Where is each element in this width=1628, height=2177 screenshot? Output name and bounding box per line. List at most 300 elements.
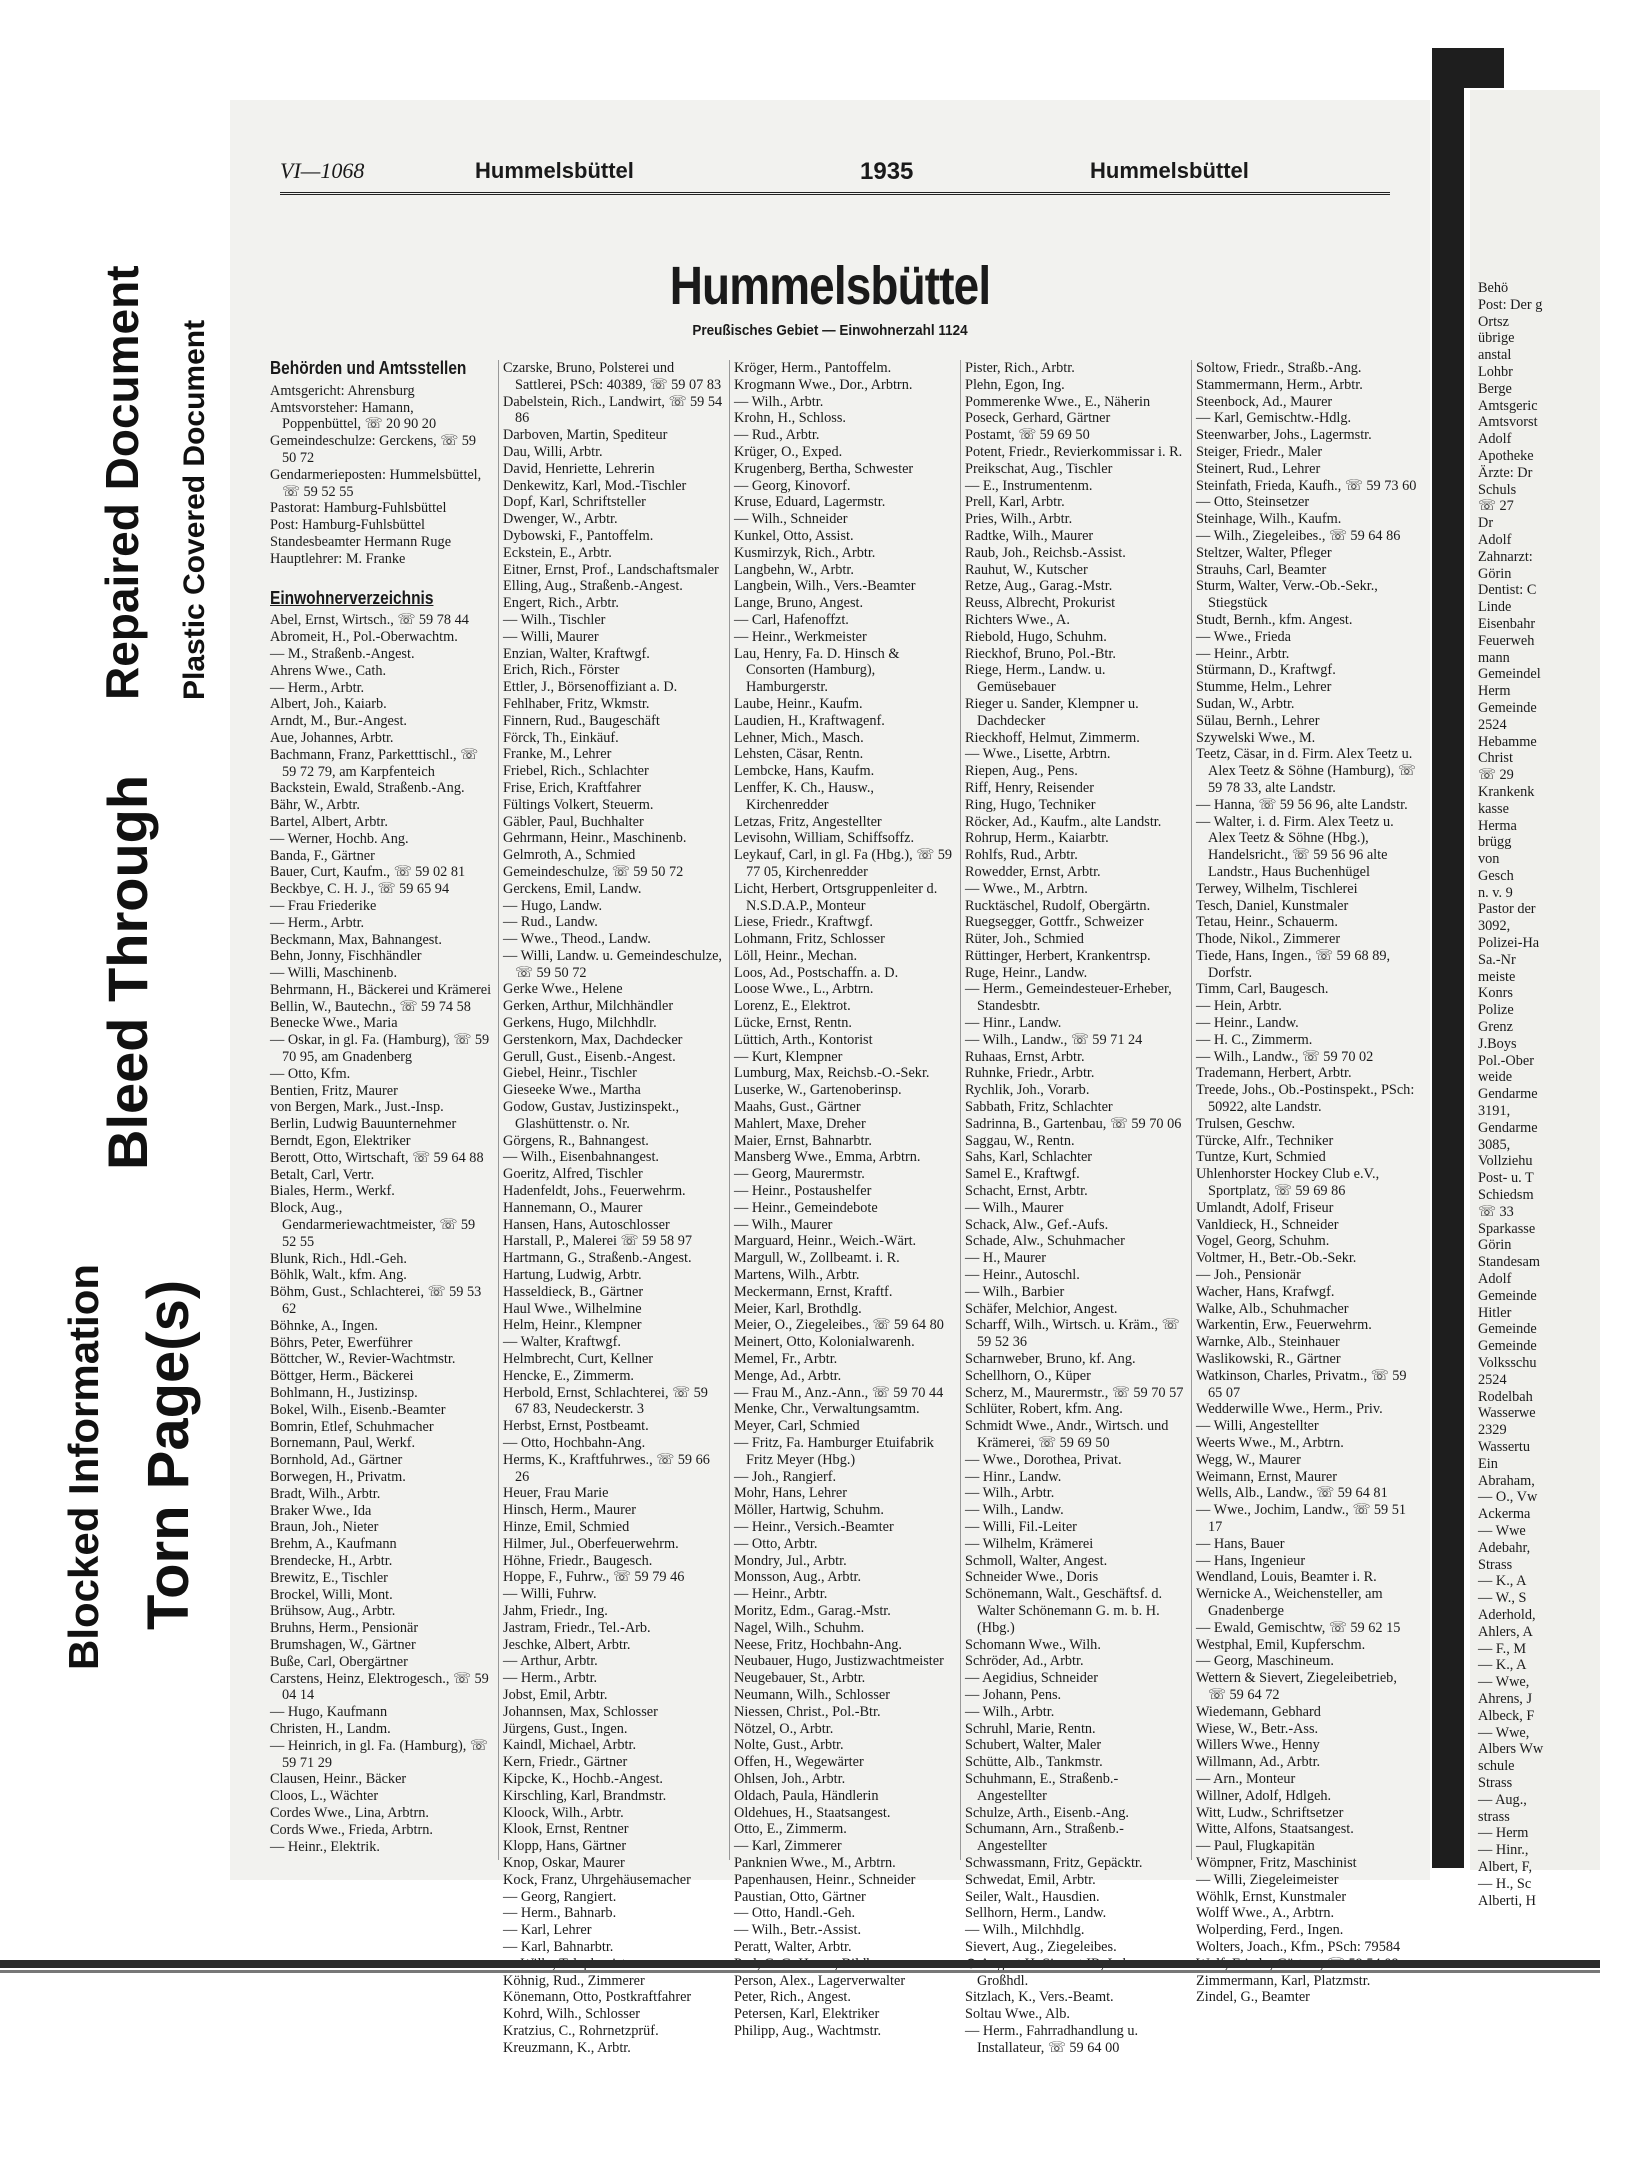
directory-entry: Schumann, Arn., Straßenb.-Angestellter xyxy=(965,1821,1124,1855)
directory-entry: Margull, W., Zollbeamt. i. R. xyxy=(734,1250,900,1267)
directory-entry: Potent, Friedr., Revierkommissar i. R. xyxy=(965,443,1183,460)
residents-list-4 xyxy=(965,360,1187,2056)
directory-entry: — Heinr., Arbtr. xyxy=(1196,645,1290,662)
directory-entry: Gerstenkorn, Max, Dachdecker xyxy=(503,1031,683,1048)
directory-entry: — Hinr., Landw. xyxy=(965,1015,1062,1032)
directory-entry: Carstens, Heinz, Elektrogesch., ☏ 59 04 14 xyxy=(270,1670,489,1704)
directory-entry: Wassertu xyxy=(1478,1438,1531,1455)
directory-entry: Terwey, Wilhelm, Tischlerei xyxy=(1196,880,1358,897)
directory-entry: Lüttich, Arth., Kontorist xyxy=(734,1031,873,1048)
directory-entry: Licht, Herbert, Ortsgruppenleiter d. N.S.D.A.P., Monteur xyxy=(734,880,938,914)
directory-entry: Riege, Herm., Landw. u. Gemüsebauer xyxy=(965,662,1106,696)
directory-entry: — Willi, Maschinenb. xyxy=(270,965,398,982)
directory-entry: Grenz xyxy=(1478,1019,1513,1036)
directory-entry: Hilmer, Jul., Oberfeuerwehrm. xyxy=(503,1535,679,1552)
directory-entry: — Wwe, xyxy=(1478,1674,1530,1691)
directory-entry: Kock, Franz, Uhrgehäusemacher xyxy=(503,1871,691,1888)
directory-entry: Schade, Alw., Schuhmacher xyxy=(965,1233,1125,1250)
directory-entry: — Werner, Hochb. Ang. xyxy=(270,830,409,847)
column-4 xyxy=(960,360,1187,2056)
directory-entry: Hoppe, F., Fuhrw., ☏ 59 79 46 xyxy=(503,1569,685,1586)
directory-entry: Haul Wwe., Wilhelmine xyxy=(503,1300,642,1317)
directory-entry: Brockel, Willi, Mont. xyxy=(270,1586,393,1603)
directory-entry: Ruhnke, Friedr., Arbtr. xyxy=(965,1065,1095,1082)
directory-entry: Czarske, Bruno, Polsterei und Sattlerei, PSch: 40389, ☏ 59 07 83 xyxy=(503,360,722,393)
directory-entry: Hinze, Emil, Schmied xyxy=(503,1518,630,1535)
directory-entry: Schmidt Wwe., Andr., Wirtsch. und Krämerei, ☏ 59 69 50 xyxy=(965,1418,1169,1451)
directory-entry: Wiese, W., Betr.-Ass. xyxy=(1196,1720,1319,1737)
directory-entry: Görin xyxy=(1478,565,1512,582)
directory-entry: — Hugo, Kaufmann xyxy=(270,1704,388,1721)
directory-entry: Hartmann, G., Straßenb.-Angest. xyxy=(503,1250,692,1267)
directory-entry: — Wwe., Frieda xyxy=(1196,628,1292,645)
directory-entry: Lange, Bruno, Angest. xyxy=(734,595,864,612)
directory-entry: Hannemann, O., Maurer xyxy=(503,1199,643,1216)
directory-entry: — Heinr., Werkmeister xyxy=(734,628,867,645)
directory-entry: — Hans, Bauer xyxy=(1196,1535,1285,1552)
directory-entry: Apotheke xyxy=(1478,447,1534,464)
directory-entry: brügg xyxy=(1478,834,1512,851)
directory-entry: Nolte, Gust., Arbtr. xyxy=(734,1737,844,1754)
directory-entry: — Heinr., Gemeindebote xyxy=(734,1199,878,1216)
directory-entry: Harstall, P., Malerei ☏ 59 58 97 xyxy=(503,1233,693,1250)
directory-entry: Krogmann Wwe., Dor., Arbtrn. xyxy=(734,376,913,393)
directory-entry: — O., Vw xyxy=(1478,1489,1538,1506)
directory-entry: Rüttinger, Herbert, Krankentrsp. xyxy=(965,947,1151,964)
directory-entry: Aue, Johannes, Arbtr. xyxy=(270,729,394,746)
directory-entry: Möller, Hartwig, Schuhm. xyxy=(734,1502,884,1519)
directory-entry: Schröder, Ad., Arbtr. xyxy=(965,1653,1084,1670)
directory-entry: Treede, Johs., Ob.-Postinspekt., PSch: 50922, alte Landstr. xyxy=(1196,1082,1415,1116)
directory-entry: Trulsen, Geschw. xyxy=(1196,1115,1296,1132)
directory-entry: Amtsgericht: Ahrensburg xyxy=(270,382,415,399)
directory-entry: — Arn., Monteur xyxy=(1196,1770,1296,1787)
directory-entry: Meinert, Otto, Kolonialwarenh. xyxy=(734,1334,915,1351)
directory-entry: Braun, Joh., Nieter xyxy=(270,1519,379,1536)
directory-entry: Person, Alex., Lagerverwalter xyxy=(734,1972,906,1989)
directory-entry: Denkewitz, Karl, Mod.-Tischler xyxy=(503,477,687,494)
residents-list-2 xyxy=(503,360,725,2056)
directory-entry: Witt, Ludw., Schriftsetzer xyxy=(1196,1804,1344,1821)
directory-entry: Gerull, Gust., Eisenb.-Angest. xyxy=(503,1048,676,1065)
label-blocked-information: Blocked Information xyxy=(60,1263,107,1670)
directory-entry: Sülau, Bernh., Lehrer xyxy=(1196,712,1320,729)
directory-entry: Wolperding, Ferd., Ingen. xyxy=(1196,1922,1344,1939)
directory-entry: ☏ 29 xyxy=(1478,767,1514,784)
directory-entry: Jahm, Friedr., Ing. xyxy=(503,1602,608,1619)
directory-entry: Türcke, Alfr., Techniker xyxy=(1196,1132,1334,1149)
directory-entry: Soltau Wwe., Alb. xyxy=(965,2006,1070,2023)
directory-entry: Wells, Alb., Landw., ☏ 59 64 81 xyxy=(1196,1485,1388,1502)
directory-entry: Wernicke A., Weichensteller, am Gnadenberge xyxy=(1196,1586,1383,1619)
directory-entry: Borwegen, H., Privatm. xyxy=(270,1469,406,1485)
directory-entry: Scharnweber, Bruno, kf. Ang. xyxy=(965,1351,1136,1368)
directory-entry: — Oskar, in gl. Fa. (Hamburg), ☏ 59 70 95, am Gnadenberg xyxy=(270,1032,490,1066)
directory-entry: — Joh., Rangierf. xyxy=(734,1468,837,1485)
directory-entry: Moritz, Edm., Garag.-Mstr. xyxy=(734,1602,891,1619)
directory-entry: Steinert, Rud., Lehrer xyxy=(1196,460,1321,477)
directory-entry: Friebel, Rich., Schlachter xyxy=(503,763,649,780)
directory-entry: Hebamme xyxy=(1478,733,1537,750)
directory-entry: — M., Straßenb.-Angest. xyxy=(270,645,415,662)
directory-entry: Gäbler, Paul, Buchhalter xyxy=(503,813,644,830)
directory-entry: — Karl, Zimmerer xyxy=(734,1838,842,1855)
directory-entry: Luserke, W., Gartenoberinsp. xyxy=(734,1082,902,1099)
directory-entry: — Willi, Ziegeleimeister xyxy=(1196,1871,1339,1888)
directory-entry: Sparkasse xyxy=(1478,1220,1536,1237)
directory-entry: Rohlfs, Rud., Arbtr. xyxy=(965,847,1078,864)
directory-entry: Beckbye, C. H. J., ☏ 59 65 94 xyxy=(270,881,450,898)
directory-entry: Adolf xyxy=(1478,1271,1512,1288)
directory-entry: — Wilh., Arbtr. xyxy=(965,1703,1055,1720)
directory-entry: Scharff, Wilh., Wirtsch. u. Kräm., ☏ 59 52 36 xyxy=(965,1317,1180,1351)
directory-entry: Volksschu xyxy=(1478,1355,1537,1371)
directory-entry: Mondry, Jul., Arbtr. xyxy=(734,1552,847,1569)
column-5 xyxy=(1191,360,1418,2006)
label-repaired-document: Repaired Document xyxy=(96,265,148,700)
directory-entry: Riff, Henry, Reisender xyxy=(965,779,1095,796)
directory-entry: — Carl, Hafenoffzt. xyxy=(734,611,849,628)
directory-entry: Westphal, Emil, Kupferschm. xyxy=(1196,1636,1366,1653)
directory-entry: Neugebauer, St., Arbtr. xyxy=(734,1670,866,1687)
directory-entry: Wömpner, Fritz, Maschinist xyxy=(1196,1854,1357,1871)
directory-entry: Wacher, Hans, Krafwgf. xyxy=(1196,1283,1335,1300)
directory-entry: Steiger, Friedr., Maler xyxy=(1196,443,1323,460)
directory-entry: Gerkens, Hugo, Milchhdlr. xyxy=(503,1015,657,1032)
directory-entry: Dentist: C xyxy=(1478,582,1537,599)
directory-entry: Brumshagen, W., Gärtner xyxy=(270,1636,416,1653)
directory-entry: Bentien, Fritz, Maurer xyxy=(270,1082,398,1099)
directory-entry: — Wilh., Landw. xyxy=(965,1502,1064,1519)
directory-entry: Tiede, Hans, Ingen., ☏ 59 68 89, Dorfstr. xyxy=(1196,947,1391,981)
directory-entry: Feuerweh xyxy=(1478,632,1535,649)
directory-entry: Rowedder, Ernst, Arbtr. xyxy=(965,863,1101,880)
directory-entry: Mahlert, Maxe, Dreher xyxy=(734,1115,866,1132)
directory-entry: Eitner, Ernst, Prof., Landschaftsmaler xyxy=(503,561,719,578)
directory-entry: Eckstein, E., Arbtr. xyxy=(503,544,612,561)
directory-entry: — Willi, Angestellter xyxy=(1196,1418,1319,1435)
directory-entry: Raub, Joh., Reichsb.-Assist. xyxy=(965,544,1126,561)
directory-entry: Nagel, Wilh., Schuhm. xyxy=(734,1619,865,1636)
directory-entry: Hencke, E., Zimmerm. xyxy=(503,1367,635,1384)
directory-entry: Engert, Rich., Arbtr. xyxy=(503,595,619,612)
directory-entry: Schuhmann, E., Straßenb.-Angestellter xyxy=(965,1770,1119,1804)
directory-entry: 2524 xyxy=(1478,716,1507,733)
directory-entry: Gendarmerieposten: Hummelsbüttel, ☏ 59 52 55 xyxy=(270,466,482,500)
directory-entry: 2329 xyxy=(1478,1422,1507,1439)
directory-entry: Radtke, Wilh., Maurer xyxy=(965,527,1094,544)
directory-entry: Weerts Wwe., M., Arbtrn. xyxy=(1196,1435,1344,1451)
directory-entry: mann xyxy=(1478,649,1510,666)
directory-entry: — Rud., Landw. xyxy=(503,914,598,931)
directory-entry: Kruse, Eduard, Lagermstr. xyxy=(734,494,886,511)
directory-entry: — Otto, Hochbahn-Ang. xyxy=(503,1435,646,1451)
directory-entry: Christ xyxy=(1478,750,1513,767)
directory-entry: Zindel, G., Beamter xyxy=(1196,1989,1310,2006)
directory-entry: Pol.-Ober xyxy=(1478,1052,1534,1069)
directory-entry: — Joh., Pensionär xyxy=(1196,1267,1301,1284)
label-bleed-through: Bleed Through xyxy=(96,774,159,1170)
directory-entry: Liese, Friedr., Kraftwgf. xyxy=(734,914,873,931)
directory-entry: Kloock, Wilh., Arbtr. xyxy=(503,1804,624,1821)
directory-entry: Peter, Rich., Angest. xyxy=(734,1989,851,2006)
directory-entry: Timm, Carl, Baugesch. xyxy=(1196,981,1329,998)
directory-entry: Abromeit, H., Pol.-Oberwachtm. xyxy=(270,629,458,646)
directory-entry: Cordes Wwe., Lina, Arbtrn. xyxy=(270,1804,429,1821)
directory-entry: — Otto, Handl.-Geh. xyxy=(734,1905,856,1922)
directory-entry: Bartel, Albert, Arbtr. xyxy=(270,813,388,830)
directory-entry: Dau, Willi, Arbtr. xyxy=(503,443,603,460)
directory-entry: Trademann, Herbert, Arbtr. xyxy=(1196,1065,1352,1082)
directory-entry: — Wwe., M., Arbtrn. xyxy=(965,880,1088,897)
directory-entry: Kröger, Herm., Pantoffelm. xyxy=(734,360,892,376)
directory-entry: Umlandt, Adolf, Friseur xyxy=(1196,1199,1334,1216)
directory-entry: Förck, Th., Einkäuf. xyxy=(503,729,619,746)
directory-entry: — Willi, Landw. u. Gemeindeschulze, ☏ 59 50 72 xyxy=(503,947,722,981)
directory-entry: Steinfath, Frieda, Kaufh., ☏ 59 73 60 xyxy=(1196,477,1417,494)
directory-entry: Sturm, Walter, Verw.-Ob.-Sekr., Stiegstück xyxy=(1196,578,1378,612)
directory-entry: Menge, Ad., Arbtr. xyxy=(734,1367,842,1384)
column-1 xyxy=(270,360,492,1860)
directory-entry: Polize xyxy=(1478,1002,1514,1019)
directory-entry: — K., A xyxy=(1478,1573,1527,1590)
directory-entry: — K., A xyxy=(1478,1657,1527,1674)
directory-entry: Gesch xyxy=(1478,867,1514,884)
directory-entry: Albeck, F xyxy=(1478,1707,1535,1724)
directory-entry: Ahrens, J xyxy=(1478,1690,1533,1707)
directory-entry: Kirschling, Karl, Brandmstr. xyxy=(503,1787,667,1804)
directory-entry: Postamt, ☏ 59 69 50 xyxy=(965,427,1090,444)
directory-entry: Schruhl, Marie, Rentn. xyxy=(965,1720,1096,1737)
directory-entry: 2524 xyxy=(1478,1371,1507,1388)
directory-entry: David, Henriette, Lehrerin xyxy=(503,460,655,477)
directory-entry: Pastor der xyxy=(1478,901,1536,918)
directory-entry: Vogel, Georg, Schuhm. xyxy=(1196,1233,1330,1250)
directory-entry: Rieger u. Sander, Klempner u. Dachdecker xyxy=(965,695,1139,729)
directory-entry: Offen, H., Wegewärter xyxy=(734,1754,864,1771)
directory-entry: Krugenberg, Bertha, Schwester xyxy=(734,460,914,477)
directory-entry: Schwassmann, Fritz, Gepäcktr. xyxy=(965,1854,1143,1871)
directory-entry: — Hanna, ☏ 59 56 96, alte Landstr. xyxy=(1196,796,1408,813)
directory-entry: Zahnarzt: xyxy=(1478,548,1533,565)
directory-entry: Lumburg, Max, Reichsb.-O.-Sekr. xyxy=(734,1065,930,1082)
directory-entry: Ruhaas, Ernst, Arbtr. xyxy=(965,1048,1085,1065)
section-residents: Einwohnerverzeichnis xyxy=(270,587,434,608)
directory-entry: — Johann, Pens. xyxy=(965,1686,1062,1703)
running-title-right: Hummelsbüttel xyxy=(1090,158,1249,183)
directory-entry: — Heinr., Landw. xyxy=(1196,1015,1299,1032)
directory-entry: Hartung, Ludwig, Arbtr. xyxy=(503,1267,642,1284)
directory-entry: Elling, Aug., Straßenb.-Angest. xyxy=(503,578,683,595)
directory-entry: Behö xyxy=(1478,280,1509,296)
directory-entry: — Kurt, Klempner xyxy=(734,1048,843,1065)
directory-entry: Tetau, Heinr., Schauerm. xyxy=(1196,914,1338,931)
directory-entry: Wegg, W., Maurer xyxy=(1196,1451,1301,1468)
directory-entry: — Herm., Arbtr. xyxy=(270,679,365,696)
directory-entry: — Wwe., Dorothea, Privat. xyxy=(965,1451,1122,1468)
directory-entry: Uhlenhorster Hockey Club e.V., Sportplatz, ☏ 59 69 86 xyxy=(1196,1166,1380,1200)
directory-entry: Witte, Alfons, Staatsangest. xyxy=(1196,1821,1354,1838)
directory-entry: Neese, Fritz, Hochbahn-Ang. xyxy=(734,1636,902,1653)
directory-entry: Bohlmann, H., Justizinsp. xyxy=(270,1385,418,1402)
directory-entry: Adolf xyxy=(1478,431,1512,448)
directory-entry: Gelmroth, A., Schmied xyxy=(503,847,636,864)
directory-entry: Abraham, xyxy=(1478,1472,1535,1489)
directory-entry: — Wilh., Schneider xyxy=(734,511,848,528)
directory-entry: Röcker, Ad., Kaufm., alte Landstr. xyxy=(965,813,1162,830)
directory-entry: Stammermann, Herm., Arbtr. xyxy=(1196,376,1363,393)
directory-entry: — Herm., Bahnarb. xyxy=(503,1905,617,1922)
directory-entry: Rodelbah xyxy=(1478,1388,1533,1405)
directory-entry: Bauer, Curt, Kaufm., ☏ 59 02 81 xyxy=(270,864,466,881)
directory-entry: Schiedsm xyxy=(1478,1187,1534,1204)
directory-entry: Ettler, J., Börsenoffiziant a. D. xyxy=(503,679,678,696)
directory-entry: Prell, Karl, Arbtr. xyxy=(965,494,1065,511)
directory-entry: Herbst, Ernst, Postbeamt. xyxy=(503,1418,649,1435)
directory-entry: Schomann Wwe., Wilh. xyxy=(965,1636,1101,1653)
directory-entry: Willner, Adolf, Hdlgeh. xyxy=(1196,1787,1332,1804)
directory-entry: Szywelski Wwe., M. xyxy=(1196,729,1316,746)
directory-entry: Krankenk xyxy=(1478,783,1535,800)
directory-entry: Löll, Heinr., Mechan. xyxy=(734,947,858,964)
directory-entry: Steinhage, Wilh., Kaufm. xyxy=(1196,511,1342,528)
directory-entry: Watkinson, Charles, Privatm., ☏ 59 65 07 xyxy=(1196,1367,1407,1401)
directory-entry: Aderhold, xyxy=(1478,1606,1536,1623)
directory-entry: Lembcke, Hans, Kaufm. xyxy=(734,763,875,780)
directory-entry: Clausen, Heinr., Bäcker xyxy=(270,1771,407,1788)
directory-entry: Brewitz, E., Tischler xyxy=(270,1569,388,1586)
directory-entry: — Ewald, Gemischtw, ☏ 59 62 15 xyxy=(1196,1619,1401,1636)
directory-entry: Kratzius, C., Rohrnetzprüf. xyxy=(503,2022,659,2039)
directory-entry: — Heinrich, in gl. Fa. (Hamburg), ☏ 59 71 29 xyxy=(270,1737,488,1771)
directory-entry: Langbein, Wilh., Vers.-Beamter xyxy=(734,578,916,595)
directory-entry: Herms, K., Kraftfuhrwes., ☏ 59 66 26 xyxy=(503,1451,710,1485)
directory-entry: Amtsvorst xyxy=(1478,414,1538,431)
directory-entry: Gemeindeschulze, ☏ 59 50 72 xyxy=(503,863,684,880)
directory-entry: Stürmann, D., Kraftwgf. xyxy=(1196,662,1336,679)
directory-entry: Ring, Hugo, Techniker xyxy=(965,796,1096,813)
directory-entry: Bradt, Wilh., Arbtr. xyxy=(270,1485,381,1502)
directory-entry: — Aug., xyxy=(1478,1791,1527,1808)
directory-entry: Christen, H., Landm. xyxy=(270,1720,391,1737)
directory-entry: Schellhorn, O., Küper xyxy=(965,1367,1091,1384)
directory-entry: — Willi, Maurer xyxy=(503,628,599,645)
directory-entry: — Walter, Kraftwgf. xyxy=(503,1334,621,1351)
directory-entry: Darboven, Martin, Spediteur xyxy=(503,427,668,444)
directory-entry: Steenwarber, Johs., Lagermstr. xyxy=(1196,427,1372,444)
directory-entry: Reuss, Albrecht, Prokurist xyxy=(965,595,1116,612)
directory-entry: Ruge, Heinr., Landw. xyxy=(965,964,1088,981)
directory-entry: Böttcher, W., Revier-Wachtmstr. xyxy=(270,1351,456,1368)
directory-entry: Neubauer, Hugo, Justizwachtmeister xyxy=(734,1653,944,1670)
directory-entry: Strauhs, Carl, Beamter xyxy=(1196,561,1327,578)
directory-entry: Biales, Herm., Werkf. xyxy=(270,1183,395,1200)
directory-entry: Schubert, Walter, Maler xyxy=(965,1737,1102,1754)
directory-entry: Brühsow, Aug., Arbtr. xyxy=(270,1603,396,1620)
directory-entry: — Wilh., Betr.-Assist. xyxy=(734,1922,862,1939)
section-authorities: Behörden und Amtsstellen xyxy=(270,358,467,378)
directory-entry: schule xyxy=(1478,1758,1515,1775)
directory-entry: Ortsz xyxy=(1478,313,1509,330)
town-subtitle: Preußisches Gebiet — Einwohnerzahl 1124 xyxy=(692,322,968,339)
directory-entry: Walke, Alb., Schuhmacher xyxy=(1196,1300,1349,1317)
directory-entry: — H., Maurer xyxy=(965,1250,1046,1267)
directory-entry: Rychlik, Joh., Vorarb. xyxy=(965,1082,1090,1099)
directory-entry: strass xyxy=(1478,1808,1510,1825)
directory-entry: — Hans, Ingenieur xyxy=(1196,1552,1306,1569)
directory-entry: Rieckhof, Bruno, Pol.-Btr. xyxy=(965,645,1116,662)
directory-entry: Wendland, Louis, Beamter i. R. xyxy=(1196,1569,1377,1586)
directory-entry: Schönemann, Walt., Geschäftsf. d. Walter Schönemann G. m. b. H. (Hbg.) xyxy=(965,1586,1163,1636)
directory-entry: Dopf, Karl, Schriftsteller xyxy=(503,494,646,511)
label-torn-pages: Torn Page(s) xyxy=(136,1279,201,1630)
directory-entry: Behrmann, H., Bäckerei und Krämerei xyxy=(270,981,492,998)
directory-entry: Levisohn, William, Schiffsoffz. xyxy=(734,830,915,847)
directory-entry: — H., Sc xyxy=(1478,1875,1532,1892)
directory-entry: Jastram, Friedr., Tel.-Arb. xyxy=(503,1619,651,1636)
directory-entry: Wolff Wwe., A., Arbtrn. xyxy=(1196,1905,1335,1922)
directory-entry: Stumme, Helm., Lehrer xyxy=(1196,679,1332,696)
directory-entry: Mohr, Hans, Lehrer xyxy=(734,1485,847,1502)
directory-entry: Sabbath, Fritz, Schlachter xyxy=(965,1099,1113,1116)
directory-entry: Sellhorn, Herm., Landw. xyxy=(965,1905,1107,1922)
directory-entry: — Arthur, Arbtr. xyxy=(503,1653,598,1670)
directory-entry: Kern, Friedr., Gärtner xyxy=(503,1754,628,1771)
directory-entry: Voltmer, H., Betr.-Ob.-Sekr. xyxy=(1196,1250,1357,1267)
directory-entry: Gerke Wwe., Helene xyxy=(503,981,623,998)
directory-entry: Hadenfeldt, Johs., Feuerwehrm. xyxy=(503,1183,686,1200)
directory-entry: Meyer, Carl, Schmied xyxy=(734,1418,860,1435)
directory-entry: Gemeinde xyxy=(1478,699,1537,716)
book-spine xyxy=(1432,48,1464,1868)
directory-entry: Herma xyxy=(1478,817,1517,834)
directory-entry: Sa.-Nr xyxy=(1478,951,1516,968)
directory-entry: — W., S xyxy=(1478,1590,1527,1607)
directory-entry: Weimann, Ernst, Maurer xyxy=(1196,1468,1337,1485)
directory-entry: Berlin, Ludwig Bauunternehmer xyxy=(270,1116,457,1133)
directory-entry: — Hinr., Landw. xyxy=(965,1468,1062,1485)
directory-entry: Steenbock, Ad., Maurer xyxy=(1196,393,1333,410)
column-2 xyxy=(498,360,725,2056)
directory-entry: Blunk, Rich., Hdl.-Geh. xyxy=(270,1250,408,1267)
directory-entry: Krohn, H., Schloss. xyxy=(734,410,846,427)
directory-entry: Bachmann, Franz, Parketttischl., ☏ 59 72 79, am Karpfenteich xyxy=(270,746,479,780)
directory-entry: Schack, Alw., Gef.-Aufs. xyxy=(965,1216,1109,1233)
directory-entry: Herbold, Ernst, Schlachterei, ☏ 59 67 83, Neudeckerstr. 3 xyxy=(503,1384,708,1418)
directory-entry: — Karl, Lehrer xyxy=(503,1922,592,1939)
directory-entry: Loose Wwe., L., Arbtrn. xyxy=(734,981,874,998)
directory-entry: Dybowski, F., Pantoffelm. xyxy=(503,527,654,544)
directory-entry: Gemeindeschulze: Gerckens, ☏ 59 50 72 xyxy=(270,433,477,466)
directory-entry: Paustian, Otto, Gärtner xyxy=(734,1888,866,1905)
directory-entry: — Hein, Arbtr. xyxy=(1196,998,1282,1015)
directory-entry: Bokel, Wilh., Eisenb.-Beamter xyxy=(270,1401,446,1418)
directory-entry: Linde xyxy=(1478,599,1512,616)
directory-entry: Steltzer, Walter, Pfleger xyxy=(1196,544,1332,561)
directory-entry: Böhm, Gust., Schlachterei, ☏ 59 53 62 xyxy=(270,1284,482,1318)
scan-edge-line xyxy=(0,1970,1600,1973)
directory-entry: Lehsten, Cäsar, Rentn. xyxy=(734,746,864,763)
directory-entry: übrige xyxy=(1478,330,1515,347)
facing-page-edge xyxy=(1470,90,1600,1909)
directory-entry: Rieckhoff, Helmut, Zimmerm. xyxy=(965,729,1140,746)
directory-entry: Köhnig, Rud., Zimmerer xyxy=(503,1972,645,1989)
directory-entry: Sahs, Karl, Schlachter xyxy=(965,1149,1093,1166)
directory-entry: Rüter, Joh., Schmied xyxy=(965,931,1084,948)
directory-entry: Brehm, A., Kaufmann xyxy=(270,1536,397,1553)
directory-entry: Lohbr xyxy=(1478,363,1513,380)
directory-entry: — Rud., Arbtr. xyxy=(734,427,820,444)
